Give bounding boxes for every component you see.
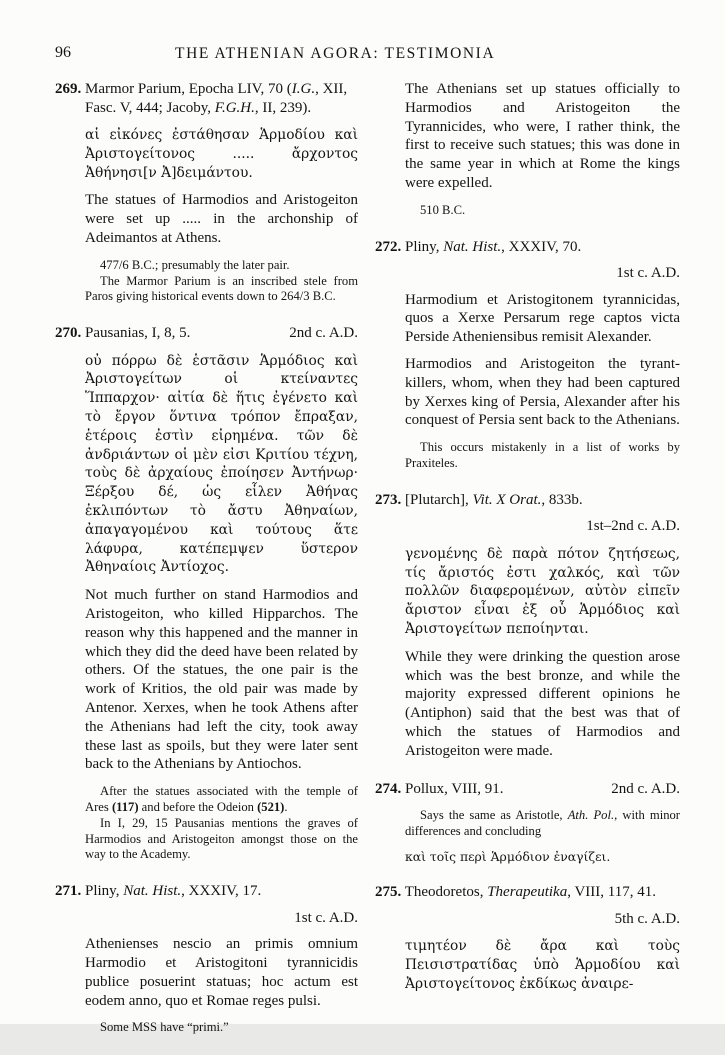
- entry-275-heading: [375, 883, 680, 902]
- entry-271-date: 1st c. A.D.: [294, 909, 358, 926]
- entry-273: [375, 491, 680, 761]
- entry-270-heading: [55, 324, 358, 343]
- entry-269-note: [85, 258, 358, 305]
- entry-273-translation: While they were drinking the question arose which was the best bronze, and while the majority expressed different opinions he (Antiphon) said that the best was that of which the statues of Harmodios and Aristogeiton were made.: [405, 648, 680, 759]
- entry-272-heading: [375, 238, 680, 257]
- entry-274-heading: [375, 780, 680, 799]
- entry-270-translation: Not much further on stand Harmodios and Aristogeiton, who killed Hipparchos. The reason why this happened and the manner in which they did the deed have been related by others. Of the statues, the one pair is the work of Kritios, the old pair was made by Antenor. Xerxes, when he took Athens after the Athenians had left the city, took away these last as spoils, but they were later sent back to the Athenians by Antiochos.: [85, 587, 358, 773]
- note-paragraph: In I, 29, 15 Pausanias mentions the graves of Harmodios and Aristogeiton amongst those on the way to the Academy.: [85, 815, 358, 862]
- entry-274: [375, 780, 680, 865]
- entry-273-date: 1st–2nd c. A.D.: [586, 518, 680, 535]
- page-number: 96: [55, 44, 71, 61]
- entry-275: [375, 883, 680, 993]
- entry-270-note: [85, 784, 358, 863]
- entry-272-date: 1st c. A.D.: [616, 265, 680, 282]
- entry-271-continued-note: [405, 203, 680, 219]
- note-paragraph: Some MSS have “primi.”: [100, 1020, 229, 1035]
- entry-271-latin-quote: Athenienses nescio an primis omnium Harmodio et Aristogitoni tyrannicidis publice posuerint statuas; hoc actum est eodem anno, quo et Romae reges pulsi.: [85, 936, 358, 1009]
- left-column: [55, 80, 358, 1055]
- note-paragraph: 510 B.C.: [420, 202, 466, 217]
- entry-269-number: 269.: [55, 81, 82, 97]
- entry-274-citation: Pollux, VIII, 91.: [405, 780, 504, 797]
- entry-270-number: 270.: [55, 325, 82, 342]
- note-paragraph: This occurs mistakenly in a list of works by Praxiteles.: [405, 440, 680, 470]
- entry-270-date: 2nd c. A.D.: [289, 325, 358, 342]
- entry-271: [55, 882, 358, 1036]
- entry-275-greek-quote: τιμητέον δὲ ἄρα καὶ τοὺς Πεισιστρατίδας ὑπὸ Ἁρμοδίου καὶ Ἀριστογείτονος ἐκδίκως ἀναιρε-: [405, 938, 680, 992]
- entry-274-date: 2nd c. A.D.: [611, 780, 680, 797]
- entry-269-greek-quote: αἱ εἰκόνες ἐστάθησαν Ἁρμοδίου καὶ Ἀριστογείτονος ..... ἄρχοντος Ἀθήνησι[ν Ἀ]δειμάντου.: [85, 127, 358, 181]
- entry-271-translation: The Athenians set up statues officially to Harmodios and Aristogeiton the Tyrannicides, who were, I rather think, the first to receive such statues; this was done in the same year in which at Rome the kings were expelled.: [405, 81, 680, 191]
- entry-274-greek-quote: καὶ τοῖς περὶ Ἁρμόδιον ἐναγίζει.: [405, 848, 611, 864]
- entry-271-number: 271.: [55, 883, 82, 900]
- entry-272-citation: Pliny, Nat. Hist., XXXIV, 70.: [405, 238, 582, 255]
- entry-272: [375, 238, 680, 472]
- entry-271-heading: [55, 882, 358, 901]
- entry-269-citation: Marmor Parium, Epocha LIV, 70 (I.G., XII, Fasc. V, 444; Jacoby, F.G.H., II, 239).: [85, 81, 348, 116]
- entry-272-latin-quote: Harmodium et Aristogitonem tyrannicidas, quos a Xerxe Persarum rege captos victa Perside Atheniensibus remisit Alexander.: [405, 291, 680, 346]
- entry-273-number: 273.: [375, 491, 402, 508]
- note-paragraph: 477/6 B.C.; presumably the later pair.: [100, 257, 290, 272]
- entry-270: [55, 324, 358, 863]
- entry-269-translation: The statues of Harmodios and Aristogeiton were set up ..... in the archonship of Adeimantos at Athens.: [85, 192, 358, 246]
- entry-273-citation: [Plutarch], Vit. X Orat., 833b.: [405, 491, 583, 508]
- entry-271-note: [85, 1020, 358, 1036]
- note-paragraph: The Marmor Parium is an inscribed stele from Paros giving historical events down to 264/3 B.C.: [85, 273, 358, 304]
- entry-275-date: 5th c. A.D.: [614, 910, 680, 927]
- entry-270-greek-quote: οὐ πόρρω δὲ ἑστᾶσιν Ἁρμόδιος καὶ Ἀριστογείτων οἱ κτείναντες Ἵππαρχον· αἰτία δὲ ἥτις ἐγένετο καὶ τὸ ἔργον ὅντινα τρόπον ἔπραξαν, ἑτέροις ἐστὶν εἰρημένα. τῶν δὲ ἀνδριάντων οἱ μὲν εἰσι Κριτίου τέχνη, τοὺς δὲ ἀρχαίους ἐποίησεν Ἀντήνωρ· Ξέρξου δέ, ὡς εἷλεν Ἀθήνας ἐκλιπόντων τὸ ἄστυ Ἀθηναίων, ἀπαγαγομένου καὶ τούτους ἅτε λάφυρα, κατέπεμψεν ὕστερον Ἀθηναίοις Ἀντίοχος.: [85, 352, 358, 576]
- entry-272-note: [405, 440, 680, 472]
- entry-272-number: 272.: [375, 238, 402, 255]
- note-paragraph: After the statues associated with the temple of Ares (117) and before the Odeion (521).: [85, 784, 358, 814]
- entry-272-translation: Harmodios and Aristogeiton the tyrant-killers, whom, when they had been captured by Xerxes king of Persia, Alexander after his conquest of Persia sent back to the Athenians.: [405, 355, 680, 429]
- entry-274-note: [405, 808, 680, 864]
- note-paragraph: Says the same as Aristotle, Ath. Pol., with minor differences and concluding: [405, 808, 680, 838]
- entry-269: [55, 80, 358, 305]
- running-title: THE ATHENIAN AGORA: TESTIMONIA: [175, 45, 496, 62]
- entry-270-citation: Pausanias, I, 8, 5.: [85, 325, 191, 342]
- entry-273-heading: [375, 491, 680, 510]
- entry-271-continued: [375, 80, 680, 219]
- entry-275-citation: Theodoretos, Therapeutika, VIII, 117, 41.: [404, 884, 656, 901]
- entry-275-number: 275.: [375, 884, 402, 901]
- page-content: [55, 80, 680, 1055]
- entry-269-heading: [55, 80, 358, 117]
- right-column: [375, 80, 680, 1055]
- entry-274-number: 274.: [375, 780, 402, 797]
- entry-271-citation: Pliny, Nat. Hist., XXXIV, 17.: [85, 883, 262, 900]
- entry-273-greek-quote: γενομένης δὲ παρὰ πότον ζητήσεως, τίς ἄριστός ἐστι χαλκός, καὶ τῶν πολλῶν διαφερομένων, αὐτὸν εἰπεῖν ἄριστον εἶναι ἐξ οὗ Ἁρμόδιος καὶ Ἀριστογείτων πεποίηνται.: [405, 545, 680, 637]
